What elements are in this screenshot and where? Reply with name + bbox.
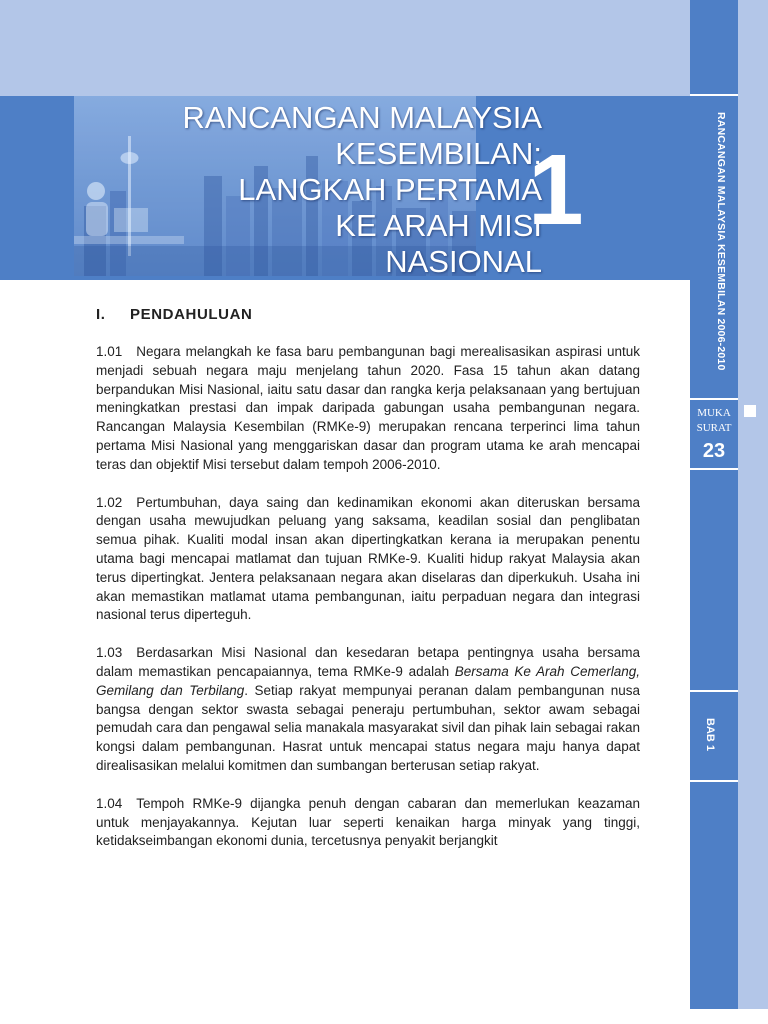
sidebar-divider: [690, 780, 738, 782]
section-title: PENDAHULUAN: [130, 306, 253, 323]
chapter-title: [122, 100, 542, 280]
paragraph-text: . Setiap rakyat mempunyai peranan dalam pembangunan nusa bangsa dengan sektor swasta sebagai peneraju pertumbuhan, sektor awam sebagai pemudah cara dan pengawal selia manakala masyarakat sivil dan pihak lain sebagai rakan kongsi dalam pembangunan. Hasrat untuk mencapai status negara maju hanya dapat direalisasikan melalui komitmen dan sumbangan berterusan setiap rakyat.: [96, 682, 640, 773]
title-line: NASIONAL: [385, 244, 542, 279]
paragraph-text: Negara melangkah ke fasa baru pembangunan bagi merealisasikan aspirasi untuk menjadi sebuah negara maju menjelang tahun 2020. Fasa 15 tahun akan datang berpandukan Misi Nasional, iaitu satu dasar dan rangka kerja pelaksanaan yang bertujuan meningkatkan prestasi dan impak daripada gabungan usaha pembangunan negara. Rancangan Malaysia Kesembilan (RMKe-9) merupakan rencana terperinci lima tahun pertama Misi Nasional yang menggariskan dasar dan program utama ke arah mencapai teras dan objektif Misi tersebut dalam tempoh 2006-2010.: [96, 344, 640, 472]
sidebar-light-strip: [738, 0, 768, 1009]
running-title: RANCANGAN MALAYSIA KESEMBILAN 2006-2010: [715, 112, 727, 371]
paragraph: [96, 795, 640, 851]
section-number: I.: [96, 306, 106, 323]
page-label: [690, 406, 738, 436]
paragraph: [96, 494, 640, 626]
page-label-line2: SURAT: [696, 422, 732, 434]
sidebar-divider: [690, 94, 738, 96]
paragraph: [96, 644, 640, 776]
sidebar-divider: [690, 690, 738, 692]
paragraph-text: Berdasarkan Misi Nasional dan kesedaran betapa pentingnya usaha bersama dalam memastikan pencapaiannya, tema RMKe-9 adalah: [96, 645, 640, 679]
chapter-number: 1: [528, 134, 584, 246]
paragraph-number: 1.02: [96, 494, 123, 510]
title-line: LANGKAH PERTAMA: [238, 172, 542, 207]
paragraph-theme: Bersama Ke Arah Cemerlang, Gemilang dan Terbilang: [96, 663, 640, 698]
paragraph-number: 1.04: [96, 795, 123, 811]
page-label-line1: MUKA: [697, 407, 731, 419]
paragraph-text: Tempoh RMKe-9 dijangka penuh dengan cabaran dan memerlukan keazaman untuk menjayakannya. Kejutan luar seperti kenaikan harga minyak yang tinggi, ketidakseimbangan ekonomi dunia, tercetusnya penyakit berjangkit: [96, 795, 640, 849]
sidebar-divider: [690, 468, 738, 470]
section-heading: [96, 306, 640, 323]
main-content: [96, 306, 640, 870]
paragraph-number: 1.03: [96, 645, 123, 661]
sidebar-divider: [690, 398, 738, 400]
paragraph: [96, 343, 640, 475]
top-banner: [0, 0, 690, 96]
paragraph-number: 1.01: [96, 344, 123, 359]
title-line: RANCANGAN MALAYSIA: [182, 100, 542, 135]
paragraph-text: Pertumbuhan, daya saing dan kedinamikan ekonomi akan diteruskan bersama dengan usaha mewujudkan peluang yang saksama, keadilan sosial dan penglibatan semua pihak. Kualiti modal insan akan dipertingkatkan kerana ia merupakan penentu utama bagi mencapai matlamat dan tujuan RMKe-9. Kualiti hidup rakyat Malaysia akan terus dipertingkat. Jentera pelaksanaan negara akan diselaras dan diperkukuh. Usaha ini akan memastikan matlamat utama pembangunan, iaitu perpaduan negara dan integrasi nasional terus diperteguh.: [96, 494, 640, 623]
title-line: KESEMBILAN:: [335, 136, 542, 171]
chapter-label: BAB 1: [704, 718, 716, 752]
page-marker-square: [744, 405, 756, 417]
page-number: 23: [702, 440, 726, 462]
title-line: KE ARAH MISI: [335, 208, 542, 243]
